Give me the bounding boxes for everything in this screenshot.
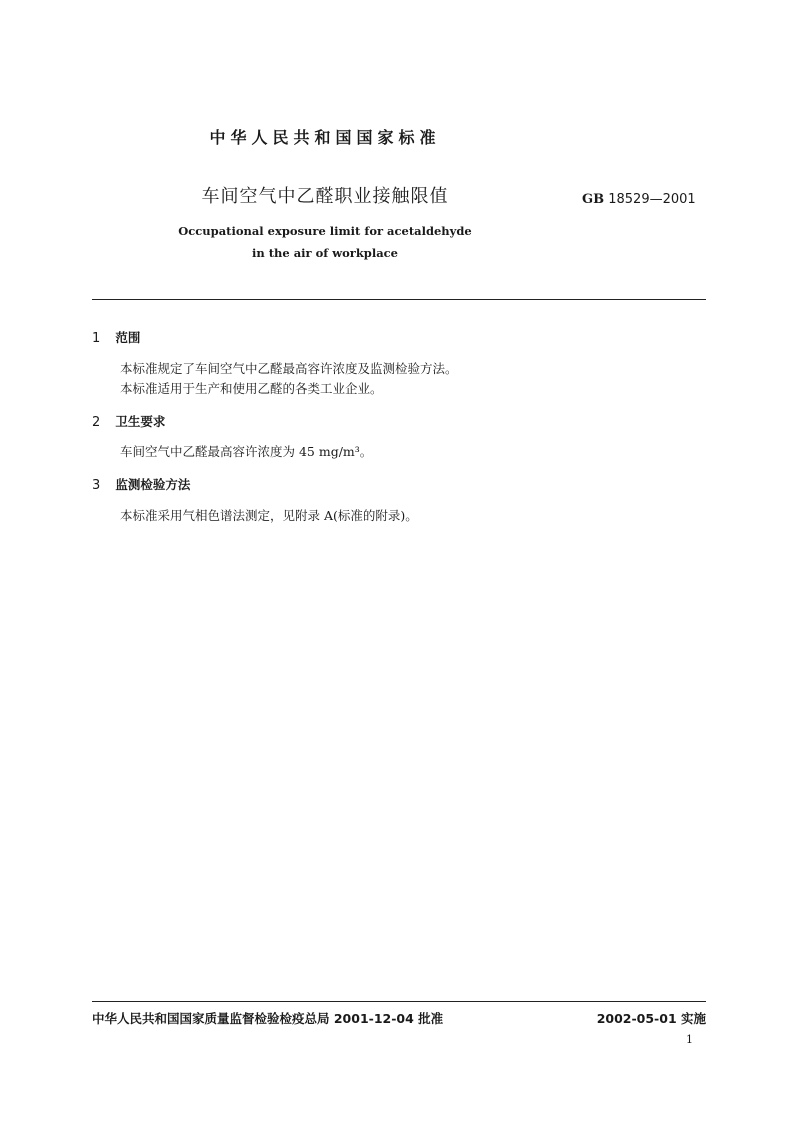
section-heading: 监测检验方法 bbox=[115, 477, 191, 492]
section-3-paragraph-1: 本标准采用气相色谱法测定，见附录 A(标准的附录)。 bbox=[120, 508, 418, 523]
section-heading: 范围 bbox=[115, 330, 141, 345]
section-3-header bbox=[92, 474, 190, 493]
section-number: 1 bbox=[92, 331, 101, 346]
section-2-header bbox=[92, 411, 165, 430]
footer-divider bbox=[92, 1001, 706, 1002]
standard-title-english-line1: Occupational exposure limit for acetaldehyde bbox=[178, 224, 472, 238]
standard-code bbox=[582, 192, 696, 207]
page-number: 1 bbox=[686, 1033, 693, 1046]
section-number: 2 bbox=[92, 415, 101, 430]
header-divider bbox=[92, 299, 706, 300]
standard-title-english-line2: in the air of workplace bbox=[251, 246, 398, 260]
approval-line: 中华人民共和国国家质量监督检验检疫总局 2001-12-04 批准 bbox=[92, 1011, 444, 1026]
section-1-paragraph-1: 本标准规定了车间空气中乙醛最高容许浓度及监测检验方法。 bbox=[120, 361, 458, 376]
standard-code-number: 18529—2001 bbox=[608, 192, 696, 207]
effective-date: 2002-05-01 实施 bbox=[596, 1011, 706, 1026]
section-1-paragraph-2: 本标准适用于生产和使用乙醛的各类工业企业。 bbox=[120, 381, 383, 396]
section-2-paragraph-1: 车间空气中乙醛最高容许浓度为 45 mg/m³。 bbox=[120, 444, 373, 459]
standard-title-chinese: 车间空气中乙醛职业接触限值 bbox=[201, 186, 449, 207]
section-1-header bbox=[92, 327, 140, 346]
section-number: 3 bbox=[92, 478, 101, 493]
standard-code-prefix: GB bbox=[582, 192, 605, 207]
section-heading: 卫生要求 bbox=[115, 414, 166, 429]
national-standard-heading: 中华人民共和国国家标准 bbox=[209, 128, 441, 147]
